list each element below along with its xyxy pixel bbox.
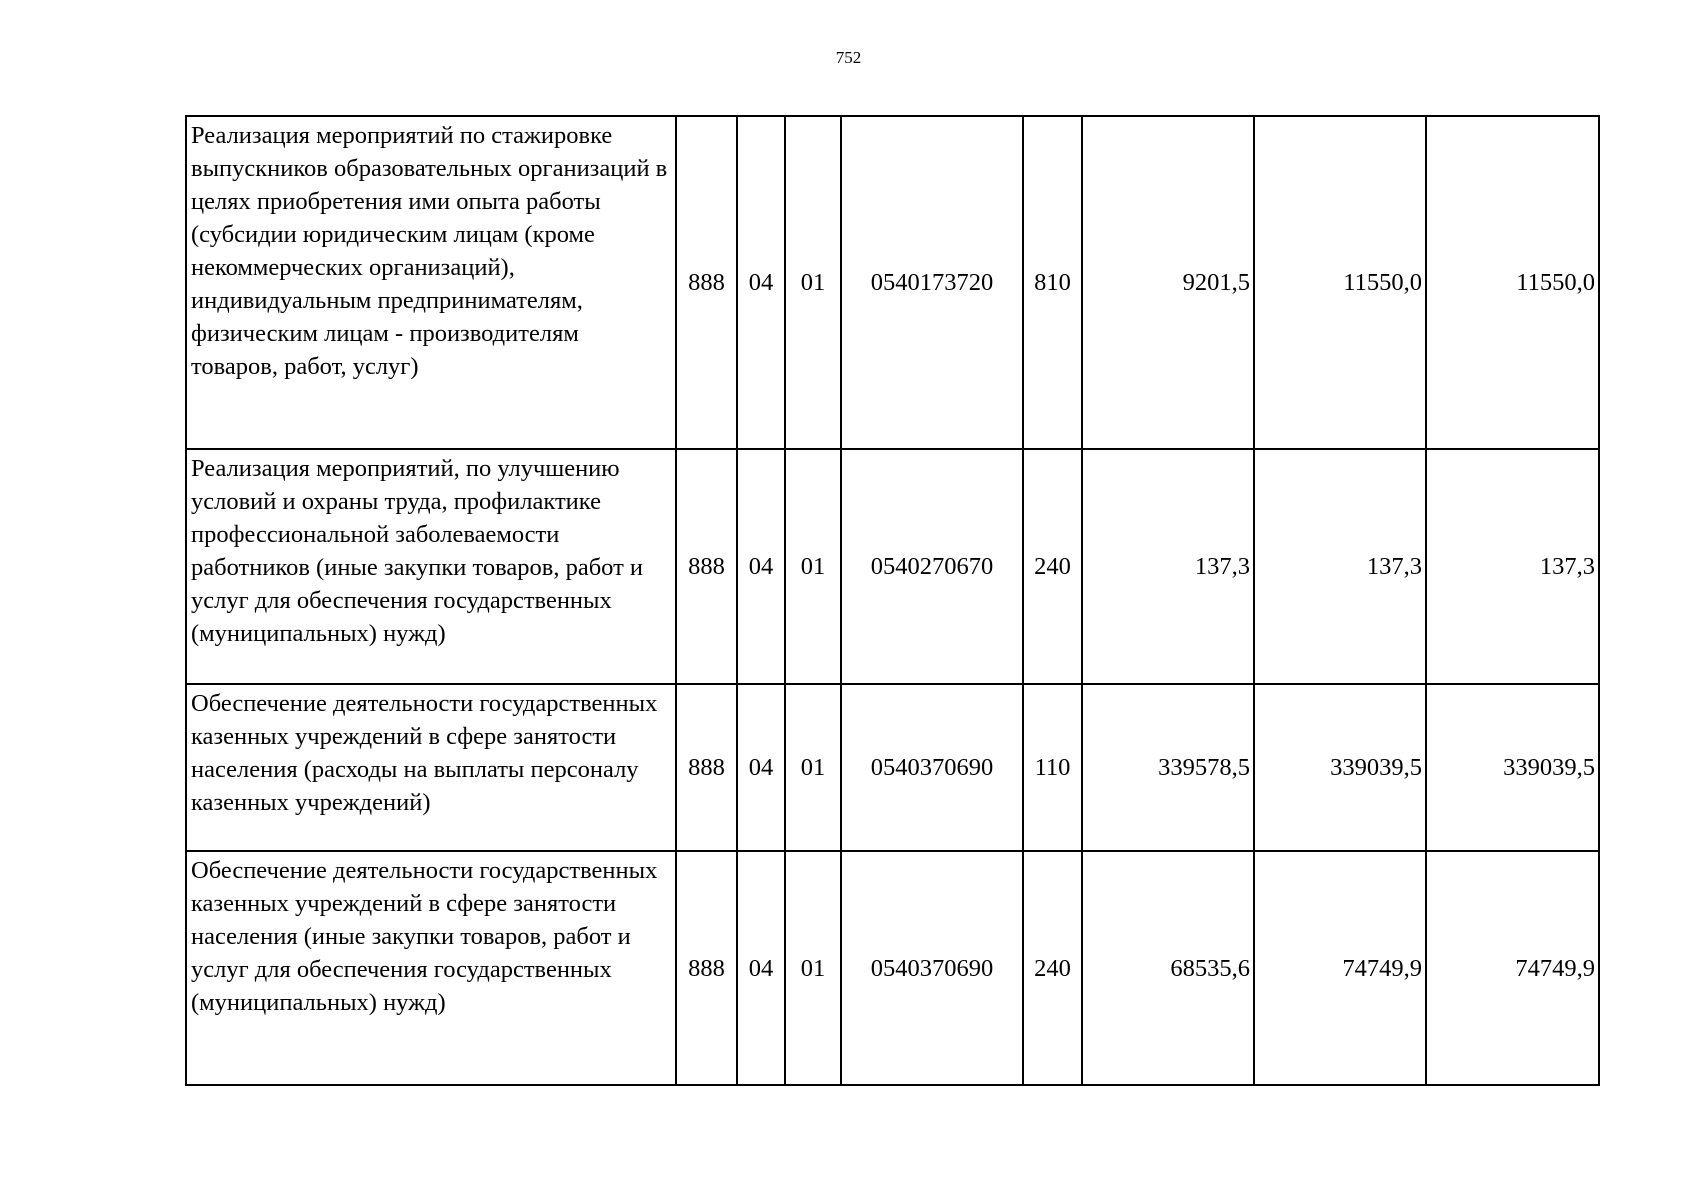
table-row bbox=[186, 116, 1599, 449]
table-row bbox=[186, 851, 1599, 1085]
amount-1: 339578,5 bbox=[1082, 684, 1254, 851]
section-code: 04 bbox=[737, 449, 785, 684]
expense-type-code: 810 bbox=[1023, 116, 1082, 449]
row-description: Реализация мероприятий, по улучшению условий и охраны труда, профилактике профессиональной заболеваемости работников (иные закупки товаров, работ и услуг для обеспечения государственных (муниципальных) нужд) bbox=[186, 449, 676, 684]
subsection-code: 01 bbox=[785, 116, 841, 449]
table-row bbox=[186, 684, 1599, 851]
subsection-code: 01 bbox=[785, 851, 841, 1085]
amount-2: 339039,5 bbox=[1254, 684, 1426, 851]
section-code: 04 bbox=[737, 851, 785, 1085]
amount-3: 11550,0 bbox=[1426, 116, 1599, 449]
target-article-code: 0540270670 bbox=[841, 449, 1023, 684]
amount-1: 68535,6 bbox=[1082, 851, 1254, 1085]
subsection-code: 01 bbox=[785, 449, 841, 684]
page-number: 752 bbox=[835, 48, 862, 67]
row-description: Обеспечение деятельности государственных казенных учреждений в сфере занятости населения (расходы на выплаты персоналу казенных учреждений) bbox=[186, 684, 676, 851]
section-code: 04 bbox=[737, 684, 785, 851]
expense-type-code: 240 bbox=[1023, 851, 1082, 1085]
target-article-code: 0540370690 bbox=[841, 851, 1023, 1085]
amount-1: 9201,5 bbox=[1082, 116, 1254, 449]
target-article-code: 0540173720 bbox=[841, 116, 1023, 449]
amount-3: 339039,5 bbox=[1426, 684, 1599, 851]
target-article-code: 0540370690 bbox=[841, 684, 1023, 851]
row-description: Обеспечение деятельности государственных казенных учреждений в сфере занятости населения (иные закупки товаров, работ и услуг для обеспечения государственных (муниципальных) нужд) bbox=[186, 851, 676, 1085]
amount-1: 137,3 bbox=[1082, 449, 1254, 684]
amount-2: 11550,0 bbox=[1254, 116, 1426, 449]
expense-type-code: 110 bbox=[1023, 684, 1082, 851]
ministry-code: 888 bbox=[676, 449, 737, 684]
amount-3: 137,3 bbox=[1426, 449, 1599, 684]
amount-3: 74749,9 bbox=[1426, 851, 1599, 1085]
section-code: 04 bbox=[737, 116, 785, 449]
ministry-code: 888 bbox=[676, 116, 737, 449]
expense-type-code: 240 bbox=[1023, 449, 1082, 684]
table-row bbox=[186, 449, 1599, 684]
amount-2: 137,3 bbox=[1254, 449, 1426, 684]
subsection-code: 01 bbox=[785, 684, 841, 851]
ministry-code: 888 bbox=[676, 684, 737, 851]
ministry-code: 888 bbox=[676, 851, 737, 1085]
row-description: Реализация мероприятий по стажировке выпускников образовательных организаций в целях приобретения ими опыта работы (субсидии юридическим лицам (кроме некоммерческих организаций), индивидуальным предпринимателям, физическим лицам - производителям товаров, работ, услуг) bbox=[186, 116, 676, 449]
amount-2: 74749,9 bbox=[1254, 851, 1426, 1085]
budget-table bbox=[185, 115, 1600, 1086]
